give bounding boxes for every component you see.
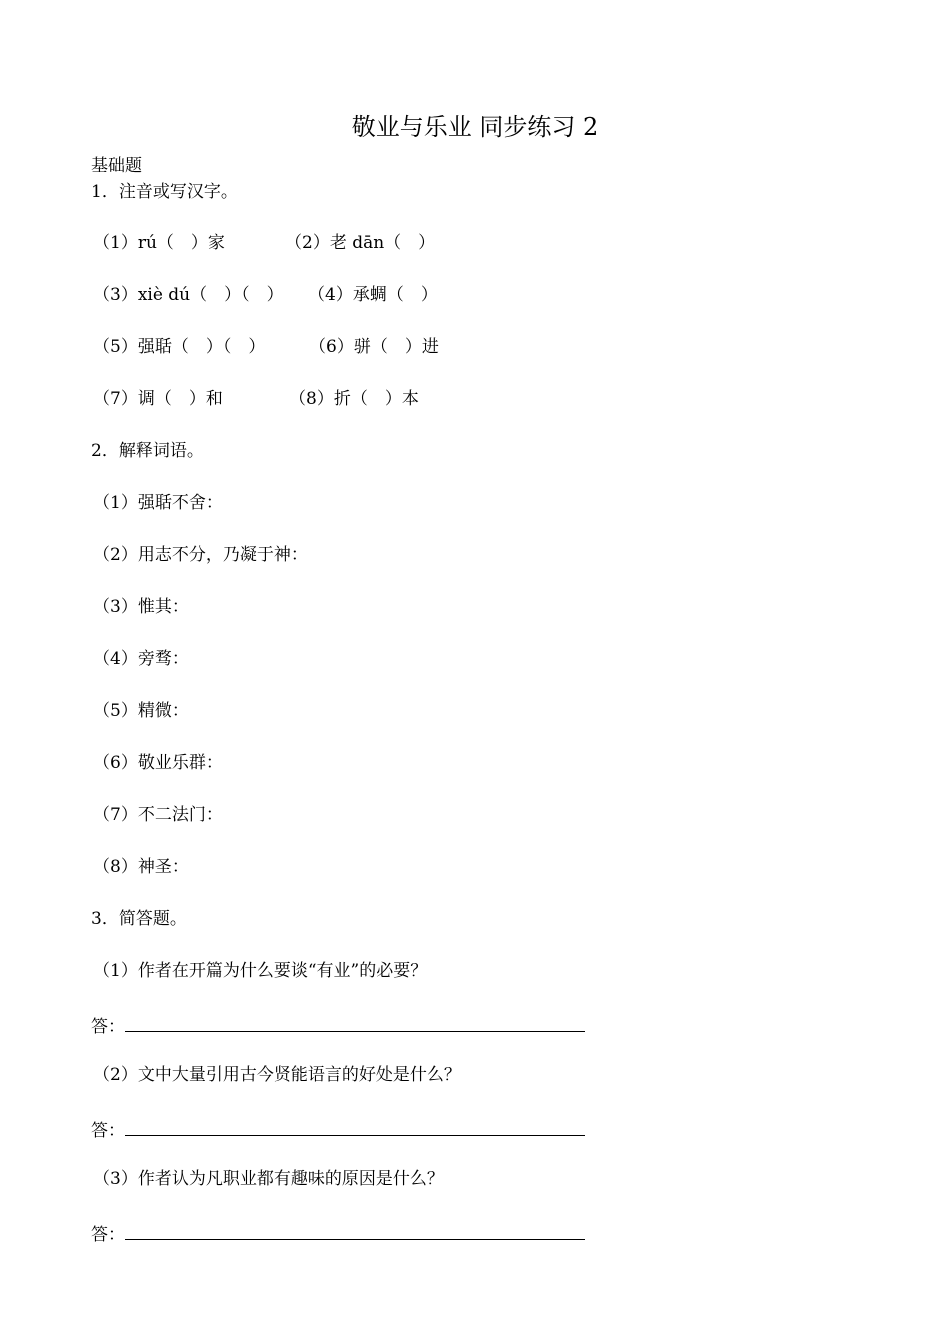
page-title: 敬业与乐业 同步练习 2	[351, 113, 599, 141]
q1-row-1	[93, 233, 435, 253]
section-label: 基础题	[91, 156, 142, 176]
q2-item: （7）不二法门：	[93, 805, 223, 825]
answer-label: 答：	[91, 1017, 125, 1037]
q1-item-7: （7）调（ ）和	[93, 389, 223, 409]
q1-item-5: （5）强聒（ ）（ ）	[93, 337, 266, 357]
q1-heading: 1．注音或写汉字。	[91, 182, 238, 202]
q3-question-2: （2）文中大量引用古今贤能语言的好处是什么？	[93, 1065, 461, 1085]
q3-question-3: （3）作者认为凡职业都有趣味的原因是什么？	[93, 1169, 444, 1189]
answer-label: 答：	[91, 1225, 125, 1245]
q1-item-3: （3）xiè dú（ ）（ ）	[93, 285, 284, 305]
q1-item-1: （1）rú（ ）家	[93, 233, 225, 253]
q2-item: （2）用志不分，乃凝于神：	[93, 545, 308, 565]
answer-blank[interactable]	[125, 1013, 585, 1032]
q2-item: （5）精微：	[93, 701, 189, 721]
q3-question-1: （1）作者在开篇为什么要谈“有业”的必要？	[93, 961, 428, 981]
answer-line-1	[91, 1013, 585, 1037]
q1-item-4: （4）承蜩（ ）	[308, 285, 438, 305]
q2-item: （4）旁骛：	[93, 649, 189, 669]
q2-item: （1）强聒不舍：	[93, 493, 223, 513]
q1-item-8: （8）折（ ）本	[289, 389, 419, 409]
answer-line-3	[91, 1221, 585, 1245]
q1-item-6: （6）骈（ ）进	[309, 337, 439, 357]
q1-row-2	[93, 285, 438, 305]
q2-item: （8）神圣：	[93, 857, 189, 877]
q2-item: （3）惟其：	[93, 597, 189, 617]
answer-blank[interactable]	[125, 1117, 585, 1136]
q2-heading: 2．解释词语。	[91, 441, 204, 461]
answer-label: 答：	[91, 1121, 125, 1141]
q1-row-4	[93, 389, 419, 409]
q1-item-2: （2）老 dān（ ）	[285, 233, 436, 253]
q1-row-3	[93, 337, 439, 357]
answer-line-2	[91, 1117, 585, 1141]
q2-item: （6）敬业乐群：	[93, 753, 223, 773]
q3-heading: 3．简答题。	[91, 909, 187, 929]
answer-blank[interactable]	[125, 1221, 585, 1240]
